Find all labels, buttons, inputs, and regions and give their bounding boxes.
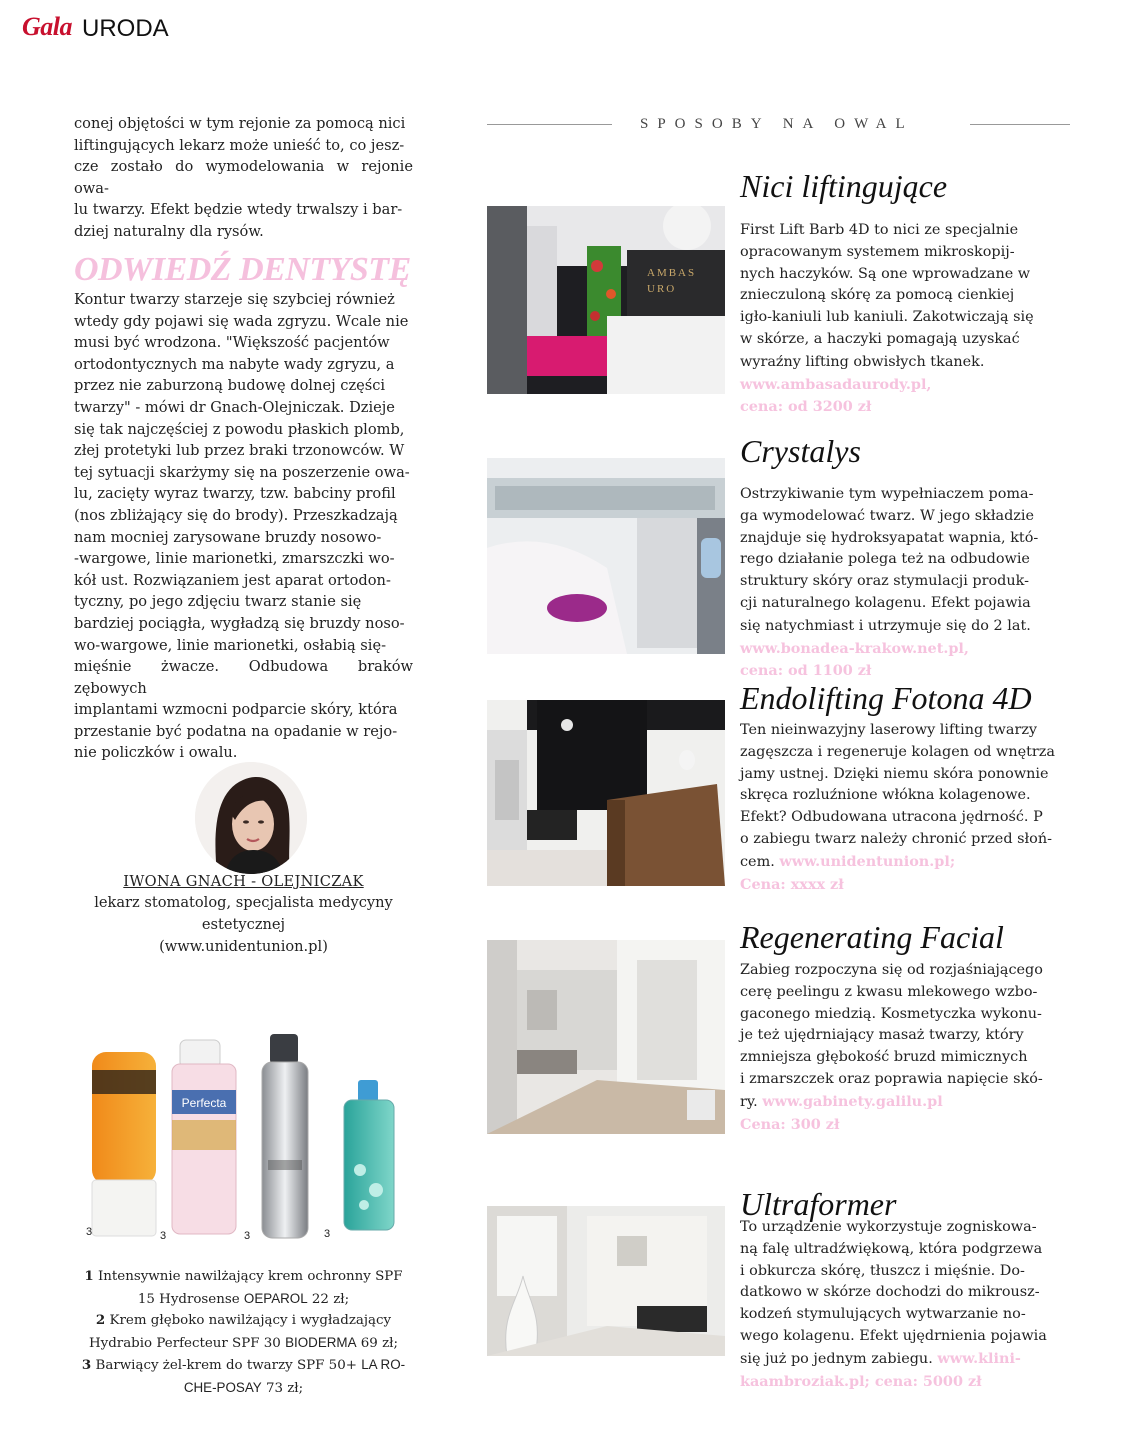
treatment-photo-salon [487, 206, 725, 394]
caption-text: Krem głęboko nawilżający i wygładzający Hydrabio Perfecteur SPF 30 [88, 1313, 392, 1351]
treatment-text: Zabieg rozpoczyna się od rozjaśniającego cerę peelingu z kwasu mlekowego wzbo- gaconego miedzią. Kosmetyczka wykonu- je też ujędrniający masaż twarzy, który zmniejsza głębokość bruzd mimicznych i zmarszczek oraz poprawia napięcie skó- ry. [740, 962, 1043, 1110]
caption-number: 1 [84, 1268, 94, 1284]
caption-price: 73 zł; [261, 1380, 304, 1396]
portrait-image [195, 762, 307, 874]
perfecta-label: Perfecta [181, 1096, 227, 1110]
caption-number: 3 [81, 1357, 92, 1373]
treatment-photo-interior [487, 1206, 725, 1356]
product-captions [74, 1266, 413, 1399]
treatment-description [740, 720, 1070, 896]
treatment-description [740, 960, 1070, 1136]
treatment-title: Regenerating Facial [740, 919, 1004, 955]
product-number: 3 [86, 1226, 93, 1238]
treatment-title: Crystalys [740, 433, 861, 469]
brand-logo: Gala [22, 12, 72, 41]
kicker-rule-left [487, 124, 612, 125]
product-number: 3 [324, 1228, 331, 1240]
treatment-photo-reception [487, 700, 725, 886]
caption-price: 22 zł; [307, 1291, 350, 1307]
kicker-title: SPOSOBY NA OWAL [640, 116, 914, 132]
caption-text: Intensywnie nawilżający krem ochronny SPF 15 Hydrosense [93, 1269, 403, 1307]
clinic-image [487, 458, 725, 654]
treatment-title: Nici liftingujące [740, 168, 948, 204]
treatment-text: Ten nieinwazyjny laserowy lifting twarzy zagęszcza i regeneruje kolagen od wnętrza jamy ustnej. Dzięki niemu skóra ponownie skręca rozluźnione włókna kolagenowe. Efekt? Odbudowana utracona jędrność. P o zabiegu twarz należy chronić przed słoń- cem. [740, 722, 1055, 870]
treatment-title: Endolifting Fotona 4D [740, 680, 1032, 716]
treatment-title: Ultraformer [740, 1186, 897, 1222]
treatment-link[interactable]: www.gabinety.galilu.pl Cena: 300 zł [740, 1092, 943, 1133]
treatment-text: Ostrzykiwanie tym wypełniaczem poma- ga wymodelować twarz. W jego składzie znajduje się hydroksyapatat wapnia, któ- rego działanie polega też na odbudowie struktury skóry oraz stymulacji produk- cji naturalnego kolagenu. Efekt pojawia się natychmiast i utrzymuje się do 2 lat. [740, 486, 1039, 634]
section-title: URODA [82, 15, 169, 42]
products-image [80, 1030, 410, 1245]
treatment-link[interactable]: www.ambasadaurody.pl, cena: od 3200 zł [740, 375, 932, 416]
treatment-description [740, 1217, 1070, 1393]
reception-image [487, 700, 725, 886]
product-number: 3 [244, 1230, 251, 1242]
salon-image [487, 206, 725, 394]
expert-name: IWONA GNACH - OLEJNICZAK [123, 873, 364, 890]
treatment-text: To urządzenie wykorzystuje zogniskowa- ną falę ultradźwiękową, która podgrzewa i obkurcza skórę, tłuszcz i mięśnie. Do- datkowo w skórze dochodzi do mikrousz- kodzeń stymulujących wytwarzanie no- wego kolagenu. Efekt ujędrnienia pojawia się już po jednym zabiegu. [740, 1219, 1047, 1367]
caption-price: 69 zł; [356, 1335, 398, 1351]
product-number: 3 [160, 1230, 167, 1242]
caption-text: Barwiący żel-krem do twarzy SPF 50+ [91, 1358, 362, 1373]
caption-brand: OEPAROL [243, 1290, 308, 1306]
lounge-image [487, 940, 725, 1134]
interior-image [487, 1206, 725, 1356]
caption-brand: LA RO- CHE-POSAY [183, 1357, 406, 1395]
treatment-photo-clinic [487, 458, 725, 654]
salon-sign-text: AMBAS URO [647, 267, 697, 295]
treatment-description [740, 220, 1070, 419]
expert-description: lekarz stomatolog, specjalista medycyny estetycznej (www.unidentunion.pl) [94, 894, 393, 955]
treatment-photo-lounge [487, 940, 725, 1134]
treatment-text: First Lift Barb 4D to nici ze specjalnie opracowanym systemem mikroskopij- nych haczyków. Są one wprowadzane w znieczuloną skórę za pomocą cienkiej igło-kaniuli lub kaniuli. Zakotwiczają się w skórze, a haczyki pomagają uzyskać wyraźny lifting obwisłych tkanek. [740, 222, 1034, 370]
caption-number: 2 [95, 1312, 106, 1328]
treatment-link[interactable]: www.klini- kaambroziak.pl; cena: 5000 zł [740, 1349, 1021, 1390]
treatment-description [740, 484, 1070, 683]
dentist-paragraph: Kontur twarzy starzeje się szybciej również wtedy gdy pojawi się wada zgryzu. Wcale nie musi być wrodzona. "Większość pacjentów ortodontycznych ma nabyte wady zgryzu, a przez nie zaburzoną budowę dolnej części twarzy" - mówi dr Gnach-Olejniczak. Dzieje się tak najczęściej z powodu płaskich plomb, złej protetyki lub przez braki trzonowców. W tej sytuacji skarżymy się na poszerzenie owa- lu, zacięty wyraz twarzy, tzw. babciny profil (nos zbliżający się do brody). Przeszkadzają nam mocniej zarysowane bruzdy nosowo- -wargowe, linie marionetki, zmarszczki wo- kół ust. Rozwiązaniem jest aparat ortodon- tyczny, po jego zdjęciu twarz stanie się bardziej pociągła, wygładzą się bruzdy noso- wo-wargowe, linie marionetki, osłabią się- mięśnie żwacze. Odbudowa braków zębowych implantami wzmocni podparcie skóry, która przestanie być podatna na opadanie w rejo- nie policzków i owalu. [74, 291, 413, 762]
caption-2 [74, 1310, 413, 1354]
treatment-link[interactable]: www.unidentunion.pl; Cena: xxxx zł [740, 852, 956, 893]
intro-paragraph: conej objętości w tym rejonie za pomocą nici liftingujących lekarz może unieść to, co jesz- cze zostało do wymodelowania w rejonie owa- lu twarzy. Efekt będzie wtedy trwalszy i bar- dziej naturalny dla rysów. [74, 115, 413, 240]
treatment-link[interactable]: www.bonadea-krakow.net.pl, cena: od 1100 zł [740, 639, 969, 680]
dentist-heading: ODWIEDŹ DENTYSTĘ [74, 251, 411, 288]
kicker-rule-right [970, 124, 1070, 125]
caption-3 [74, 1354, 413, 1399]
caption-brand: BIODERMA [285, 1334, 357, 1350]
caption-1 [74, 1266, 413, 1310]
expert-portrait [195, 762, 307, 874]
product-lineup [80, 1030, 410, 1245]
